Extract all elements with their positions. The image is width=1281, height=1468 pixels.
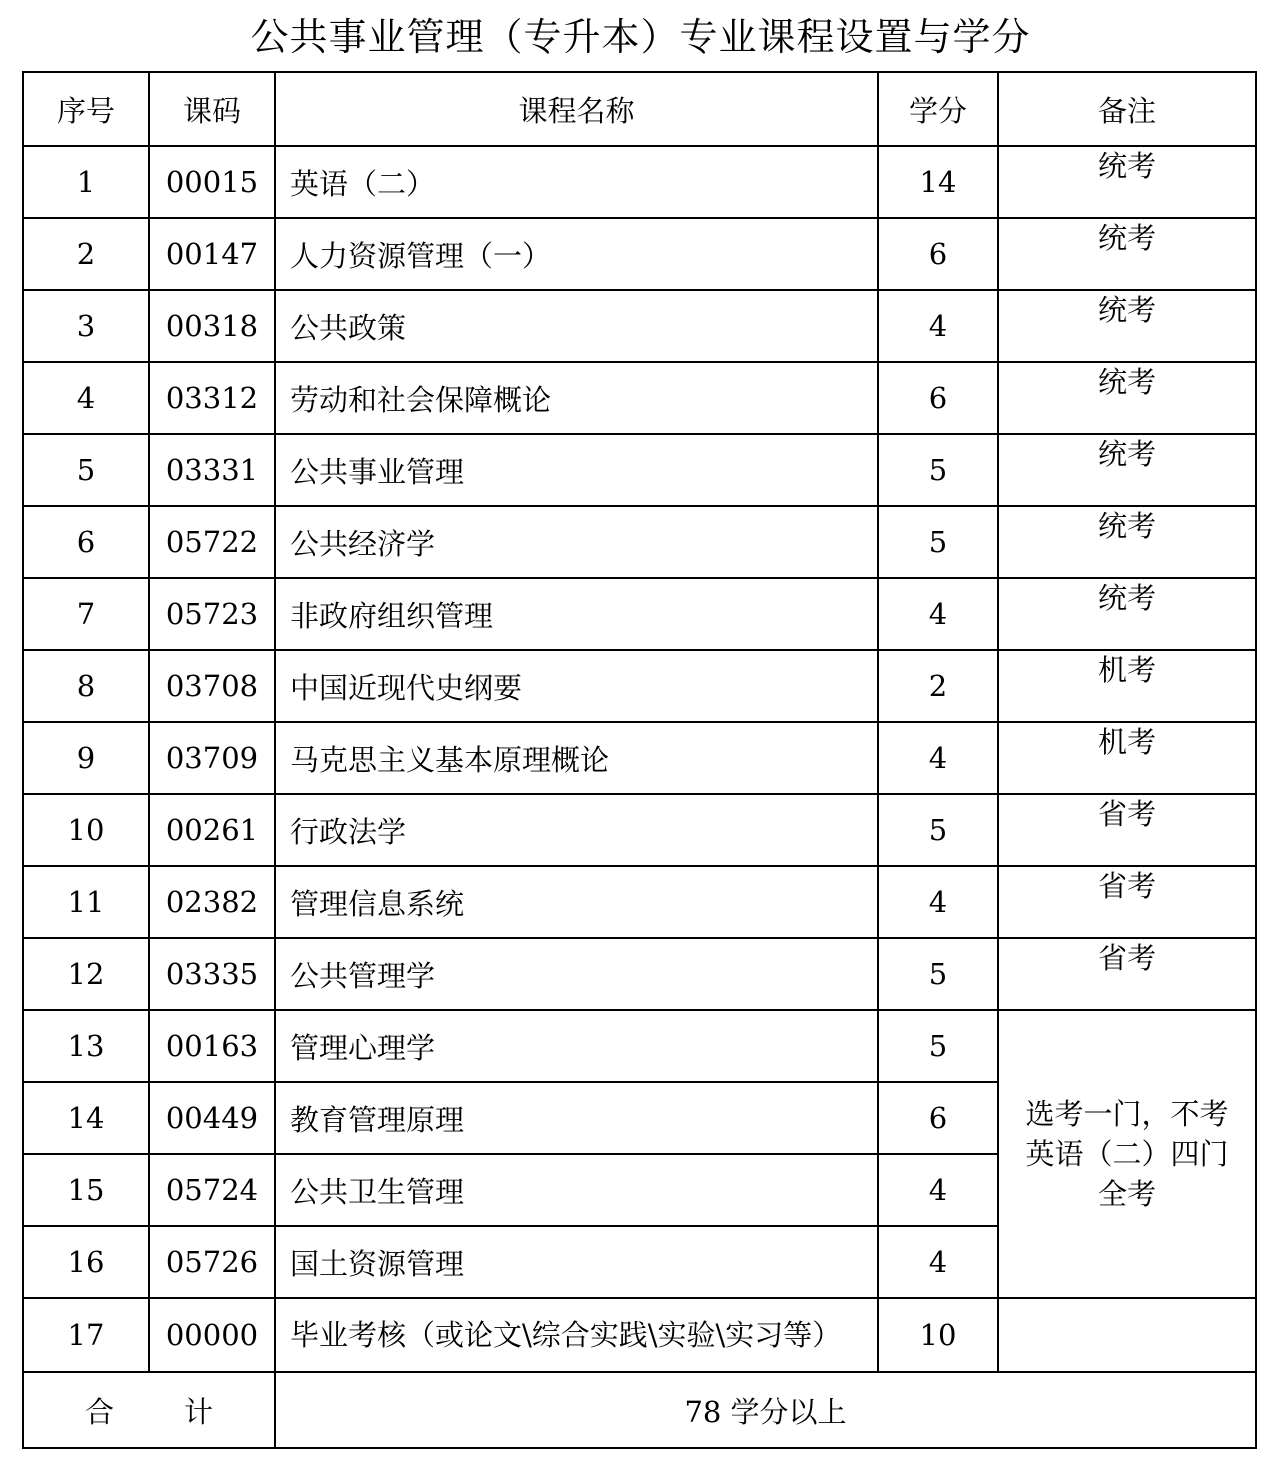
- table-row: [23, 1010, 1256, 1082]
- cell-credit: 4: [878, 290, 998, 362]
- header-index: 序号: [23, 72, 149, 146]
- cell-credit: 2: [878, 650, 998, 722]
- cell-index: 8: [23, 650, 149, 722]
- table-row: [23, 362, 1256, 434]
- cell-index: 17: [23, 1298, 149, 1372]
- table-row: [23, 578, 1256, 650]
- cell-name: 管理心理学: [275, 1010, 878, 1082]
- cell-credit: 5: [878, 1010, 998, 1082]
- cell-name: 公共卫生管理: [275, 1154, 878, 1226]
- cell-remark: 统考: [998, 146, 1256, 218]
- cell-index: 3: [23, 290, 149, 362]
- cell-name: 管理信息系统: [275, 866, 878, 938]
- cell-credit: 6: [878, 362, 998, 434]
- header-name: 课程名称: [275, 72, 878, 146]
- elective-remark-line: 英语（二）四门: [1025, 1137, 1229, 1171]
- cell-credit: 4: [878, 578, 998, 650]
- cell-credit: 6: [878, 1082, 998, 1154]
- page-title: 公共事业管理（专升本）专业课程设置与学分: [250, 15, 1031, 59]
- cell-index: 13: [23, 1010, 149, 1082]
- cell-credit: 6: [878, 218, 998, 290]
- cell-remark: 统考: [998, 578, 1256, 650]
- total-label-left: 合: [84, 1394, 114, 1429]
- cell-code: 03708: [149, 650, 275, 722]
- table-row: [23, 938, 1256, 1010]
- cell-name: 毕业考核（或论文\综合实践\实验\实习等）: [275, 1298, 878, 1372]
- table-row: [23, 506, 1256, 578]
- cell-code: 05723: [149, 578, 275, 650]
- total-value: 78 学分以上: [275, 1372, 1256, 1448]
- cell-code: 03335: [149, 938, 275, 1010]
- cell-credit: 5: [878, 434, 998, 506]
- cell-remark: 统考: [998, 290, 1256, 362]
- cell-code: 03312: [149, 362, 275, 434]
- cell-remark: 省考: [998, 866, 1256, 938]
- elective-remark: [998, 1010, 1256, 1298]
- cell-index: 6: [23, 506, 149, 578]
- cell-index: 9: [23, 722, 149, 794]
- table-row: [23, 434, 1256, 506]
- total-label: [23, 1372, 275, 1448]
- cell-credit: 5: [878, 506, 998, 578]
- table-row: [23, 866, 1256, 938]
- cell-code: 02382: [149, 866, 275, 938]
- cell-credit: 5: [878, 794, 998, 866]
- cell-code: 05726: [149, 1226, 275, 1298]
- cell-index: 14: [23, 1082, 149, 1154]
- cell-name: 公共管理学: [275, 938, 878, 1010]
- cell-code: 05722: [149, 506, 275, 578]
- cell-index: 7: [23, 578, 149, 650]
- cell-remark: [998, 1298, 1256, 1372]
- cell-code: 00015: [149, 146, 275, 218]
- cell-credit: 4: [878, 722, 998, 794]
- cell-code: 00261: [149, 794, 275, 866]
- cell-name: 人力资源管理（一）: [275, 218, 878, 290]
- cell-index: 12: [23, 938, 149, 1010]
- header-code: 课码: [149, 72, 275, 146]
- cell-index: 4: [23, 362, 149, 434]
- cell-name: 公共事业管理: [275, 434, 878, 506]
- cell-name: 马克思主义基本原理概论: [275, 722, 878, 794]
- elective-remark-line: 选考一门，不考: [1025, 1097, 1229, 1131]
- cell-name: 行政法学: [275, 794, 878, 866]
- cell-index: 11: [23, 866, 149, 938]
- cell-name: 公共政策: [275, 290, 878, 362]
- cell-remark: 统考: [998, 434, 1256, 506]
- cell-code: 00147: [149, 218, 275, 290]
- cell-code: 00163: [149, 1010, 275, 1082]
- table-row: [23, 290, 1256, 362]
- cell-remark: 机考: [998, 650, 1256, 722]
- elective-remark-line: 全考: [1097, 1177, 1156, 1211]
- cell-name: 非政府组织管理: [275, 578, 878, 650]
- cell-remark: 省考: [998, 794, 1256, 866]
- cell-credit: 4: [878, 866, 998, 938]
- cell-code: 05724: [149, 1154, 275, 1226]
- cell-index: 5: [23, 434, 149, 506]
- cell-name: 公共经济学: [275, 506, 878, 578]
- cell-name: 国土资源管理: [275, 1226, 878, 1298]
- table-row: [23, 146, 1256, 218]
- header-credit: 学分: [878, 72, 998, 146]
- cell-index: 1: [23, 146, 149, 218]
- cell-index: 10: [23, 794, 149, 866]
- cell-name: 教育管理原理: [275, 1082, 878, 1154]
- cell-code: 00318: [149, 290, 275, 362]
- cell-remark: 机考: [998, 722, 1256, 794]
- table-row: [23, 722, 1256, 794]
- table-row: [23, 650, 1256, 722]
- cell-credit: 5: [878, 938, 998, 1010]
- cell-index: 2: [23, 218, 149, 290]
- cell-index: 16: [23, 1226, 149, 1298]
- cell-remark: 统考: [998, 506, 1256, 578]
- table-row: [23, 1298, 1256, 1372]
- cell-code: 03709: [149, 722, 275, 794]
- cell-remark: 统考: [998, 362, 1256, 434]
- header-row: [23, 72, 1256, 146]
- table-row: [23, 794, 1256, 866]
- cell-credit: 4: [878, 1154, 998, 1226]
- cell-name: 劳动和社会保障概论: [275, 362, 878, 434]
- header-remark: 备注: [998, 72, 1256, 146]
- cell-credit: 14: [878, 146, 998, 218]
- cell-remark: 统考: [998, 218, 1256, 290]
- cell-code: 03331: [149, 434, 275, 506]
- cell-credit: 10: [878, 1298, 998, 1372]
- course-table: [22, 71, 1257, 1449]
- cell-index: 15: [23, 1154, 149, 1226]
- cell-remark: 省考: [998, 938, 1256, 1010]
- cell-name: 英语（二）: [275, 146, 878, 218]
- cell-credit: 4: [878, 1226, 998, 1298]
- cell-code: 00000: [149, 1298, 275, 1372]
- table-row: [23, 218, 1256, 290]
- total-label-right: 计: [184, 1394, 214, 1429]
- total-row: [23, 1372, 1256, 1448]
- cell-code: 00449: [149, 1082, 275, 1154]
- cell-name: 中国近现代史纲要: [275, 650, 878, 722]
